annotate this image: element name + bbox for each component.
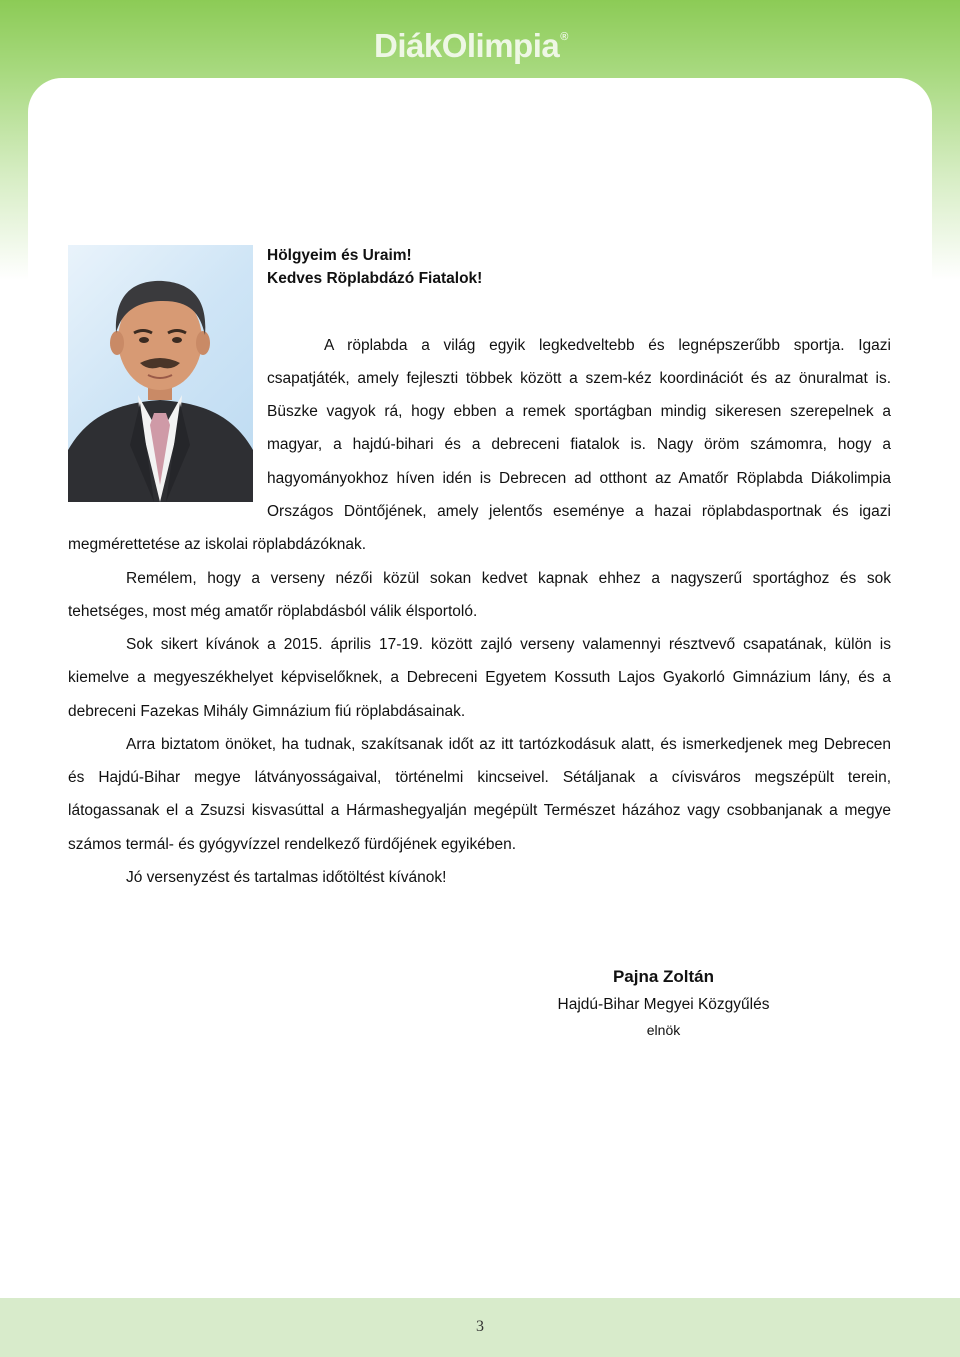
portrait-photo [68,245,253,502]
portrait-illustration [68,245,253,502]
body-line: csapatjáték, amely fejleszti többek között a szem-kéz koordinációt és az önuralmat is. [267,370,891,387]
diakolimpia-logo [374,26,568,66]
body-line: és Hajdú-Bihar megye látványosságaival, történelmi kincseivel. Sétáljanak a cívisváros megszépült terein, [68,769,891,786]
greeting-line-2: Kedves Röplabdázó Fiatalok! [267,270,483,287]
body-line: kiemelve a megyeszékhelyet képviselőknek, a Debreceni Egyetem Kossuth Lajos Gyakorló Gimnázium lány, és a [68,669,891,686]
body-line: debreceni Fazekas Mihály Gimnázium fiú röplabdásainak. [68,703,466,720]
signature-name: Pajna Zoltán [612,967,715,986]
signature-organization: Hajdú-Bihar Megyei Közgyűlés [557,996,770,1013]
greeting-line-1: Hölgyeim és Uraim! [267,247,412,264]
body-line: Arra biztatom önöket, ha tudnak, szakítsanak időt az itt tartózkodásuk alatt, és ismerkedjenek meg Debrecen [126,736,891,753]
body-line: számos termál- és gyógyvízzel rendelkező fürdőjének egyikében. [68,836,517,853]
page-number: 3 [476,1318,484,1335]
body-line: Országos Döntőjének, amely jelentős eseménye a hazai röplabdasportnak és igazi [267,503,891,520]
body-line: látogassanak el a Zsuzsi kisvasúttal a Hármashegyalján megépült Természet házához vagy csobbanjanak a megye [68,802,891,819]
logo-registered-mark: ® [560,31,568,43]
body-line: megmérettetése az iskolai röplabdázóknak. [68,536,367,553]
signature-role: elnök [646,1022,681,1038]
body-line: magyar, a hajdú-bihari és a debreceni fiatalok is. Nagy öröm számomra, hogy a [267,436,891,453]
closing-line: Jó versenyzést és tartalmas időtöltést kívánok! [126,869,447,886]
body-line: Remélem, hogy a verseny nézői közül sokan kedvet kapnak ehhez a nagyszerű sportághoz és sok [126,570,891,587]
body-line: hagyományokhoz híven idén is Debrecen ad otthont az Amatőr Röplabda Diákolimpia [267,470,891,487]
body-line: tehetséges, most még amatőr röplabdásból válik élsportoló. [68,603,478,620]
body-line: A röplabda a világ egyik legkedveltebb és legnépszerűbb sportja. Igazi [324,337,891,354]
logo-text: DiákOlimpia [374,27,560,64]
body-line: Büszke vagyok rá, hogy ebben a remek sportágban mindig sikeresen szerepelnek a [267,403,891,420]
body-line: Sok sikert kívánok a 2015. április 17-19. között zajló verseny valamennyi résztvevő csapatának, külön is [126,636,891,653]
